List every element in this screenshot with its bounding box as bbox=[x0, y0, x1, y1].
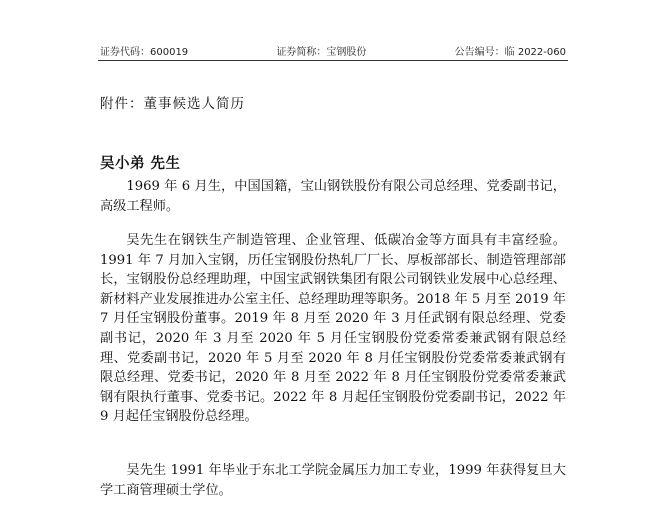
page-header bbox=[100, 40, 566, 58]
stock-name: 证券简称：宝钢股份 bbox=[276, 47, 367, 58]
bio-paragraph-career: 吴先生在钢铁生产制造管理、企业管理、低碳冶金等方面具有丰富经验。1991 年 7 月加入宝钢，历任宝钢股份热轧厂厂长、厚板部部长、制造管理部部长，宝钢股份总经理助理，中国宝武钢铁集团有限公司钢铁业发展中心总经理、新材料产业发展推进办公室主任、总经理助理等职务。2018 年 5 月至 2019 年 7 月任宝钢股份董事。2019 年 8 月至 2020 年 3 月任武钢有限总经理、党委副书记，2020 年 3 月至 2020 年 5 月任宝钢股份党委常委兼武钢有限总经理、党委副书记，2020 年 5 月至 2020 年 8 月任宝钢股份党委常委兼武钢有限总经理、党委书记，2020 年 8 月至 2022 年 8 月任宝钢股份党委常委兼武钢有限执行董事、党委书记。2022 年 8 月起任宝钢股份党委副书记，2022 年 9 月起任宝钢股份总经理。 bbox=[100, 233, 566, 425]
stock-code: 证券代码：600019 bbox=[100, 47, 189, 58]
candidate-name: 吴小弟 先生 bbox=[100, 156, 181, 172]
bio-paragraph-basic: 1969 年 6 月生，中国国籍，宝山钢铁股份有限公司总经理、党委副书记，高级工程师。 bbox=[100, 179, 566, 214]
attachment-title: 附件：董事候选人简历 bbox=[100, 96, 245, 112]
bio-paragraph-education: 吴先生 1991 年毕业于东北工学院金属压力加工专业，1999 年获得复旦大学工商管理硕士学位。 bbox=[100, 463, 566, 498]
header-divider bbox=[98, 60, 568, 61]
notice-number: 公告编号：临 2022-060 bbox=[454, 47, 566, 58]
